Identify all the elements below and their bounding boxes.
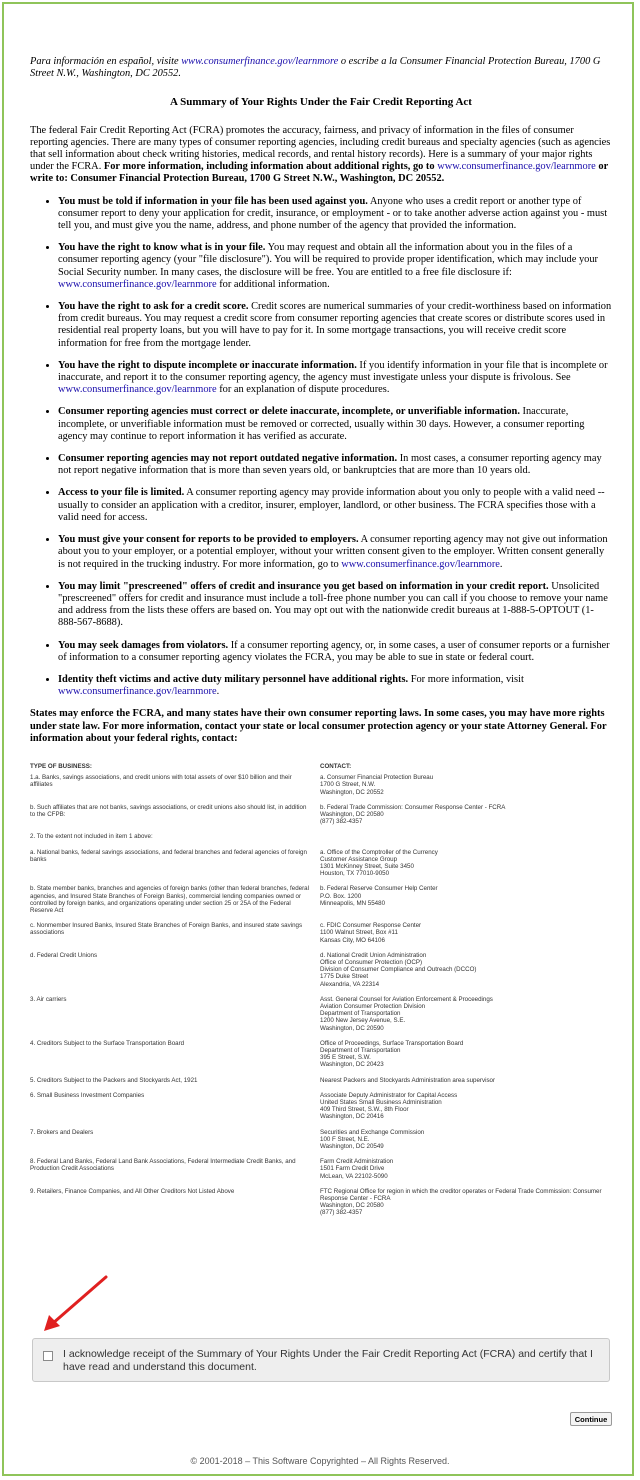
right-text: Credit scores are numerical summaries of your credit-worthiness based on information from credit bureaus. You may request a credit score from consumer reporting agencies that create scores or distribute scores used in residential real property loans, but you will have to pay for it. In some mortgage transactions, you will receive credit score information for free from the mortgage lender. [58, 301, 612, 349]
right-text-after: for an explanation of dispute procedures. [216, 384, 390, 396]
business-contact-cell: a. Consumer Financial Protection Bureau 1700 G Street, N.W. Washington, DC 20552 [320, 774, 434, 796]
fcra-document [30, 56, 612, 1225]
right-item [58, 406, 612, 443]
right-text: Inaccurate, incomplete, or unverifiable information must be removed or corrected, usually within 30 days. However, a consumer reporting agency may continue to report information it has verified as accurate. [58, 406, 585, 442]
right-text: A consumer reporting agency may provide information about you only to people with a valid need -- usually to consider an application with a creditor, insurer, employer, landlord, or other business. The FCRA specifies those with a valid need for access. [58, 487, 605, 523]
right-link[interactable]: www.consumerfinance.gov/learnmore [58, 686, 217, 698]
spanish-notice [30, 56, 612, 80]
right-text: You may request and obtain all the information about you in the files of a consumer reporting agency (your "file disclosure"). You will be required to provide proper identification, which may include your Social Security number. In many cases, the disclosure will be free. You are entitled to a free file disclosure if: [58, 242, 598, 278]
business-contact-cell: d. National Credit Union Administration Office of Consumer Protection (OCP) Division of Consumer Compliance and Outreach (DCCO) 1775 Duke Street Alexandria, VA 22314 [320, 951, 477, 988]
business-table-row [30, 1092, 612, 1121]
acknowledgement-text: I acknowledge receipt of the Summary of Your Rights Under the Fair Credit Reporting Act (FCRA) and certify that I have read and understand this document. [63, 1348, 593, 1373]
right-text: Unsolicited "prescreened" offers for credit and insurance must include a toll-free phone number you can call if you choose to remove your name and address from the lists these offers are based on. You may opt out with the nationwide credit bureaus at 1-888-5-OPTOUT (1-888-567-8688). [58, 580, 608, 629]
right-item [58, 640, 612, 664]
business-contact-table [30, 763, 612, 1217]
business-type-cell: 2. To the extent not included in item 1 above: [30, 833, 153, 841]
right-heading: You must give your consent for reports to be provided to employers. [58, 534, 359, 546]
business-type-cell: 9. Retailers, Finance Companies, and All Other Creditors Not Listed Above [30, 1187, 235, 1195]
business-contact-cell: b. Federal Reserve Consumer Help Center P.O. Box. 1200 Minneapolis, MN 55480 [320, 885, 438, 907]
copyright-footer: © 2001-2018 – This Software Copyrighted – All Rights Reserved. [190, 1456, 450, 1466]
business-contact-cell: Farm Credit Administration 1501 Farm Credit Drive McLean, VA 22102-5090 [320, 1158, 394, 1180]
business-type-cell: 7. Brokers and Dealers [30, 1128, 94, 1136]
business-type-cell: 1.a. Banks, savings associations, and credit unions with total assets of over $10 billion and their affiliates [30, 774, 292, 789]
lead-link[interactable]: www.consumerfinance.gov/learnmore [437, 161, 596, 173]
right-item [58, 360, 612, 397]
business-type-cell: c. Nonmember Insured Banks, Insured State Branches of Foreign Banks, and insured state savings associations [30, 922, 303, 937]
business-contact-cell: FTC Regional Office for region in which the creditor operates or Federal Trade Commission: Consumer Response Center - FCRA Washington, DC 20580 (877) 382-4357 [320, 1187, 602, 1217]
business-table-row [30, 833, 612, 840]
business-table-row [30, 952, 612, 988]
right-heading: You may seek damages from violators. [58, 639, 229, 651]
business-type-cell: 6. Small Business Investment Companies [30, 1091, 145, 1099]
red-arrow-annotation [40, 1274, 110, 1334]
right-item [58, 581, 612, 630]
business-type-cell: d. Federal Credit Unions [30, 951, 98, 959]
lead-text: The federal Fair Credit Reporting Act (FCRA) promotes the accuracy, fairness, and privacy of information in the files of consumer reporting agencies. There are many types of consumer reporting agencies, including credit bureaus and specialty agencies (such as agencies that sell information about check writing histories, medical records, and rental history records). Here is a summary of your major rights under the FCRA. [30, 124, 611, 173]
type-of-business-header: TYPE OF BUSINESS: [30, 762, 92, 770]
business-contact-cell: Nearest Packers and Stockyards Administration area supervisor [320, 1076, 496, 1084]
right-item [58, 534, 612, 571]
business-table-header [30, 763, 612, 770]
lead-bold-text: For more information, including information about additional rights, go to [103, 161, 438, 173]
business-table-row [30, 849, 612, 878]
business-table-row [30, 1077, 612, 1084]
business-type-cell: 5. Creditors Subject to the Packers and Stockyards Act, 1921 [30, 1076, 198, 1084]
right-heading: Consumer reporting agencies must correct or delete inaccurate, incomplete, or unverifiable information. [58, 406, 520, 418]
document-title: A Summary of Your Rights Under the Fair Credit Reporting Act [170, 96, 472, 109]
business-table-row [30, 1188, 612, 1217]
business-type-cell: 8. Federal Land Banks, Federal Land Bank Associations, Federal Intermediate Credit Banks, and Production Credit Associations [30, 1158, 296, 1173]
contact-header: CONTACT: [320, 762, 352, 770]
right-item [58, 196, 612, 233]
business-contact-cell: Office of Proceedings, Surface Transportation Board Department of Transportation 395 E Street, S.W. Washington, DC 20423 [320, 1039, 464, 1069]
business-table-row [30, 922, 612, 944]
right-heading: Identity theft victims and active duty military personnel have additional rights. [58, 673, 409, 685]
acknowledgement-checkbox[interactable] [43, 1351, 53, 1361]
business-contact-cell: b. Federal Trade Commission: Consumer Response Center - FCRA Washington, DC 20580 (877) 382-4357 [320, 803, 506, 826]
right-item [58, 674, 612, 698]
business-type-cell: 3. Air carriers [30, 995, 67, 1003]
spanish-notice-text: Para información en español, visite [30, 56, 182, 67]
business-contact-cell: c. FDIC Consumer Response Center 1100 Walnut Street, Box #11 Kansas City, MO 64106 [320, 922, 422, 944]
right-heading: Access to your file is limited. [58, 487, 185, 499]
right-heading: You have the right to ask for a credit score. [58, 301, 249, 313]
business-table-row [30, 885, 612, 914]
business-table-row [30, 774, 612, 796]
right-item [58, 453, 612, 477]
right-heading: You must be told if information in your file has been used against you. [58, 195, 368, 207]
spanish-notice-link[interactable]: www.consumerfinance.gov/learnmore [181, 56, 339, 67]
right-heading: You may limit "prescreened" offers of credit and insurance you get based on information in your credit report. [58, 580, 549, 592]
business-table-row [30, 804, 612, 826]
right-link[interactable]: www.consumerfinance.gov/learnmore [58, 384, 217, 396]
right-heading: Consumer reporting agencies may not report outdated negative information. [58, 453, 398, 465]
right-text: If you identify information in your file that is incomplete or inaccurate, and report it to the consumer reporting agency, the agency must investigate unless your dispute is frivolous. See [58, 359, 608, 384]
states-notice: States may enforce the FCRA, and many states have their own consumer reporting laws. In some cases, you may have more rights under state law. For more information, contact your state or local consumer protection agency or your state Attorney General. For information about your federal rights, contact: [30, 708, 607, 744]
business-table-row [30, 1040, 612, 1069]
right-link[interactable]: www.consumerfinance.gov/learnmore [58, 278, 217, 290]
right-heading: You have the right to dispute incomplete or inaccurate information. [58, 359, 357, 371]
right-text-after: . [499, 558, 503, 570]
right-text: For more information, visit [408, 673, 524, 685]
business-contact-cell: Securities and Exchange Commission 100 F Street, N.E. Washington, DC 20549 [320, 1128, 425, 1151]
business-type-cell: b. Such affiliates that are not banks, savings associations, or credit unions also should list, in addition to the CFPB: [30, 803, 307, 818]
right-text: If a consumer reporting agency, or, in some cases, a user of consumer reports or a furnisher of information to a consumer reporting agency violates the FCRA, you may be able to sue in state or federal court. [58, 639, 610, 663]
business-type-cell: b. State member banks, branches and agencies of foreign banks (other than federal branches, federal agencies, and Insured State Branches of Foreign Banks), commercial lending companies owned or controlled by foreign banks, and organizations operating under section 25 or 25A of the Federal Reserve Act [30, 885, 309, 914]
right-text: Anyone who uses a credit report or another type of consumer report to deny your application for credit, insurance, or employment - or to take another adverse action against you - must tell you, and must give you the name, address, and phone number of the agency that provided the information. [58, 195, 608, 232]
right-heading: You have the right to know what is in your file. [58, 242, 266, 254]
business-contact-cell: Asst. General Counsel for Aviation Enforcement & Proceedings Aviation Consumer Protection Division Department of Transportation 1200 New Jersey Avenue, S.E. Washington, DC 20590 [320, 995, 493, 1032]
business-table-rows [30, 774, 612, 1217]
business-table-row [30, 1158, 612, 1180]
business-table-row [30, 1129, 612, 1151]
right-text-after: . [216, 686, 220, 698]
right-text-after: for additional information. [216, 278, 330, 290]
lead-bold-address: or write to: Consumer Financial Protection Bureau, 1700 G Street N.W., Washington, DC 20552. [30, 161, 608, 185]
acknowledgement-box [32, 1338, 610, 1382]
right-text: In most cases, a consumer reporting agency may not report negative information that is more than seven years old, or bankruptcies that are more than 10 years old. [58, 453, 602, 477]
continue-button[interactable]: Continue [570, 1412, 612, 1426]
lead-paragraph [30, 125, 612, 186]
right-item [58, 301, 612, 350]
page-frame [2, 2, 634, 1476]
business-contact-cell [320, 833, 612, 840]
right-text: A consumer reporting agency may not give out information about you to your employer, or a potential employer, without your written consent given to the employer. Written consent generally is not required in the trucking industry. For more information, go to [58, 534, 608, 570]
right-item [58, 487, 612, 524]
business-type-cell: 4. Creditors Subject to the Surface Transportation Board [30, 1039, 185, 1047]
business-contact-cell: a. Office of the Comptroller of the Currency Customer Assistance Group 1301 McKinney Street, Suite 3450 Houston, TX 77010-9050 [320, 848, 438, 878]
business-contact-cell: Associate Deputy Administrator for Capital Access United States Small Business Administration 409 Third Street, S.W., 8th Floor Washington, DC 20416 [320, 1091, 458, 1121]
rights-list [30, 196, 612, 699]
right-link[interactable]: www.consumerfinance.gov/learnmore [341, 558, 500, 570]
business-table-row [30, 996, 612, 1032]
business-type-cell: a. National banks, federal savings associations, and federal branches and federal agencies of foreign banks [30, 848, 307, 863]
spanish-notice-address: o escribe a la Consumer Financial Protection Bureau, 1700 G Street N.W., Washington, DC 20552. [30, 56, 601, 80]
right-item [58, 242, 612, 291]
